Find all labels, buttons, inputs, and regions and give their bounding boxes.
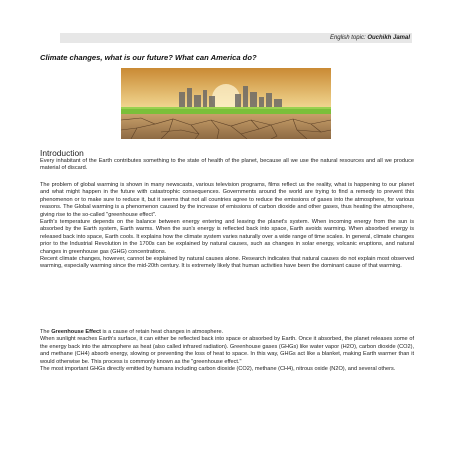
topic-header [60,33,412,43]
city-skyline-cracked-earth-photo [121,68,331,139]
paragraph-sunlight: When sunlight reaches Earth's surface, it can either be reflected back into space or absorbed by Earth. Once it absorbed, the planet releases some of the energy back into the atmosphere as heat (also called infrared radiation). Greenhouse gases (GHGs) like water vapor (H2O), carbon dioxide (CO2), and methane (CH4) absorb energy, slowing or preventing the loss of heat to space. In this way, GHGs act like a blanket, making Earth warmer than it would otherwise be. This process is commonly known as the "greenhouse effect." [40,336,414,365]
paragraph-intro: Every inhabitant of the Earth contributes something to the state of health of the planet, because all we use the natural resources and all we produce material of discard. [40,158,414,172]
ghe-post: is a cause of retain heat changes in atmosphere. [100,329,224,335]
paragraph-ghgs: The most important GHGs directly emitted by humans including carbon dioxide (CO2), methane (CH4), nitrous oxide (N2O), and several others. [40,366,396,373]
paragraph-problem: The problem of global warming is shown in many newscasts, various television programs, films reflect us the reality, what is happening to our planet and what might happen in the future with catastrophic consequences. Governments around the world are trying to find a remedy to prevent this phenomenon or to make sure to reduce it, but it seems that not all countries agree to reduce the emissions of gases into the atmosphere, for various reasons. The Global warming is a phenomenon caused by the increase of emissions of carbon dioxide and other gases, thus heating the atmosphere, giving rise to the so-called "greenhouse effect". [40,182,414,218]
document-title: Climate changes, what is our future? What can America do? [40,53,257,62]
greenhouse-effect-term: Greenhouse Effect [51,329,101,335]
section-heading-introduction: Introduction [40,148,84,158]
topic-label: English topic: [329,35,366,41]
intro-paragraph [40,158,414,173]
body-text-block [40,182,414,271]
paragraph-recent: Recent climate changes, however, cannot be explained by natural causes alone. Research indicates that natural causes do not explain most observed warming, especially warming since the mid-20th century. It is extremely likely that human activities have been the dominant cause of that warming. [40,256,414,270]
paragraph-temperature: Earth's temperature depends on the balance between energy entering and leaving the planet's system. When incoming energy from the sun is absorbed by the Earth system, Earth warms. When the sun's energy is reflected back into space, Earth avoids warming. When absorbed energy is released back into space, Earth cools. It explains how the climate system varies naturally over a wide range of time scales. In general, climate changes prior to the Industrial Revolution in the 1700s can be explained by natural causes, such as changes in solar energy, volcanic eruptions, and natural changes in greenhouse gas (GHG) concentrations. [40,219,414,255]
greenhouse-text-block [40,329,414,373]
paragraph-greenhouse-effect [40,329,414,336]
author-name: Ouchikh Jamal [367,35,410,41]
hero-image [121,68,331,139]
ghe-pre: The [40,329,52,335]
